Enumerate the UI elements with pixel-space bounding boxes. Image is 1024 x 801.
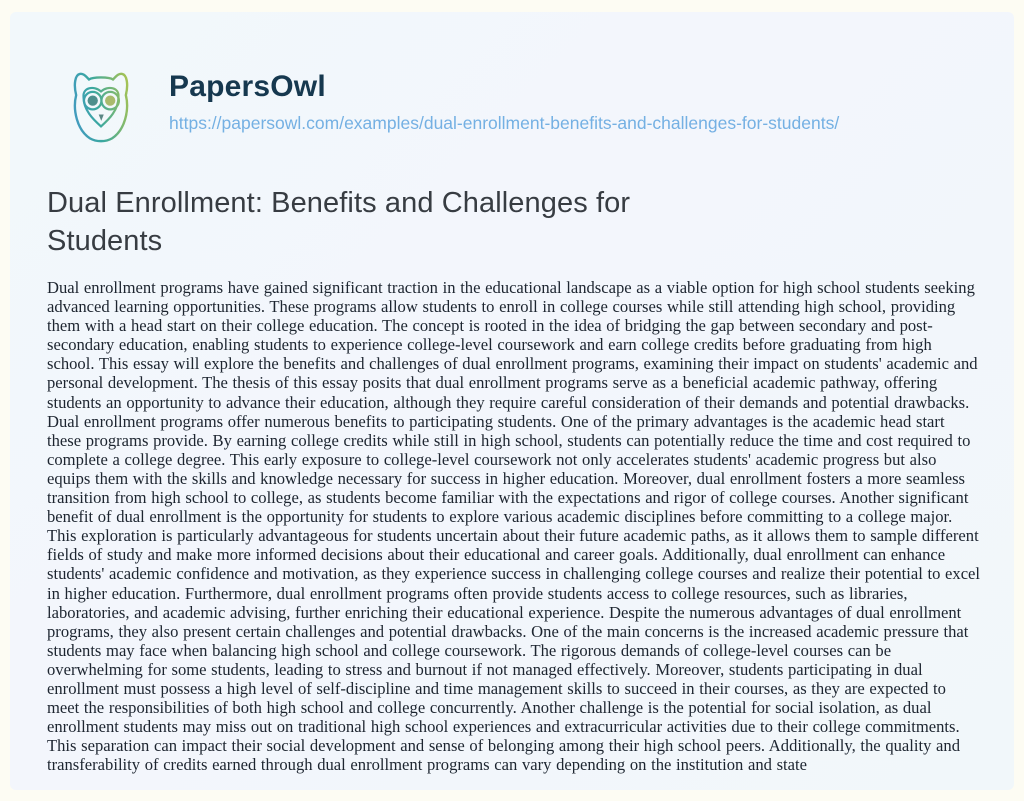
brand-name: PapersOwl xyxy=(169,70,326,103)
essay-title: Dual Enrollment: Benefits and Challenges for Students xyxy=(47,187,631,257)
source-url-link[interactable]: https://papersowl.com/examples/dual-enrollment-benefits-and-challenges-for-students/ xyxy=(169,113,840,133)
page-header xyxy=(10,12,1014,154)
essay-body-text: Dual enrollment programs have gained significant traction in the educational landscape as a viable option for high school students seeking advanced learning opportunities. These programs allow students to enroll in college courses while still attending high school, providing them with a head start on their college education. The concept is rooted in the idea of bridging the gap between secondary and post-secondary education, enabling students to experience college-level coursework and earn college credits before graduating from high school. This essay will explore the benefits and challenges of dual enrollment programs, examining their impact on students' academic and personal development. The thesis of this essay posits that dual enrollment programs serve as a beneficial academic pathway, offering students an opportunity to advance their education, although they require careful consideration of their demands and potential drawbacks. Dual enrollment programs offer numerous benefits to participating students. One of the primary advantages is the academic head start these programs provide. By earning college credits while still in high school, students can potentially reduce the time and cost required to complete a college degree. This early exposure to college-level coursework not only accelerates students' academic progress but also equips them with the skills and knowledge necessary for success in higher education. Moreover, dual enrollment fosters a more seamless transition from high school to college, as students become familiar with the expectations and rigor of college courses. Another significant benefit of dual enrollment is the opportunity for students to explore various academic disciplines before committing to a college major. This exploration is particularly advantageous for students uncertain about their future academic paths, as it allows them to sample different fields of study and make more informed decisions about their educational and career goals. Additionally, dual enrollment can enhance students' academic confidence and motivation, as they experience success in challenging college courses and realize their potential to excel in higher education. Furthermore, dual enrollment programs often provide students access to college resources, such as libraries, laboratories, and academic advising, further enriching their educational experience. Despite the numerous advantages of dual enrollment programs, they also present certain challenges and potential drawbacks. One of the main concerns is the increased academic pressure that students may face when balancing high school and college coursework. The rigorous demands of college-level courses can be overwhelming for some students, leading to stress and burnout if not managed effectively. Moreover, students participating in dual enrollment must possess a high level of self-discipline and time management skills to succeed in their courses, as they are expected to meet the responsibilities of both high school and college concurrently. Another challenge is the potential for social isolation, as dual enrollment students may miss out on traditional high school experiences and extracurricular activities due to their college commitments. This separation can impact their social development and sense of belonging among their high school peers. Additionally, the quality and transferability of credits earned through dual enrollment programs can vary depending on the institution and state xyxy=(47,278,981,775)
papersowl-owl-logo-icon xyxy=(55,62,147,154)
document-card xyxy=(10,12,1014,790)
brand-block xyxy=(169,60,839,134)
